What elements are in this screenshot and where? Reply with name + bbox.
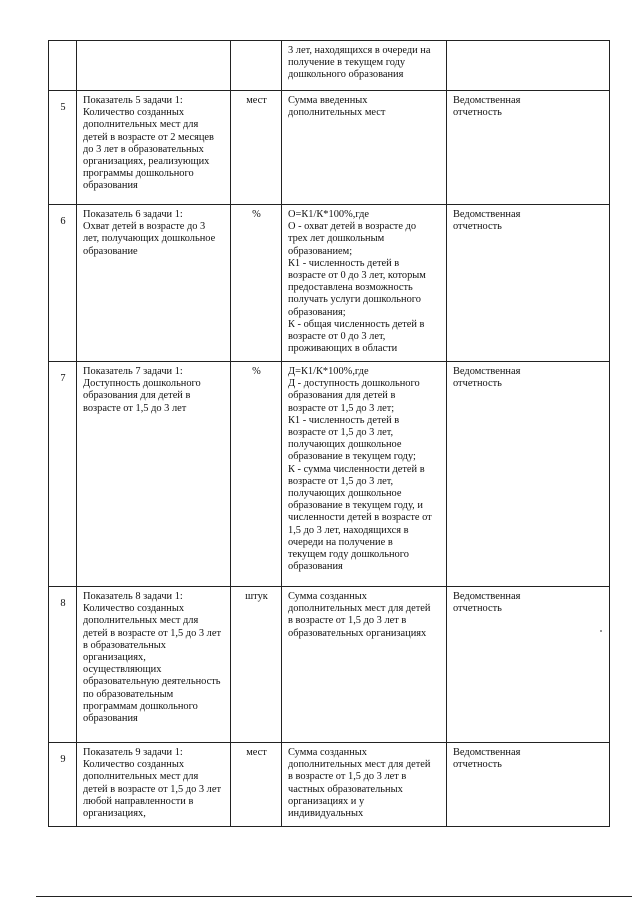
source-cell xyxy=(447,91,610,205)
method-line: получение в текущем году xyxy=(288,57,406,69)
indicator-line: организациях, xyxy=(83,652,146,664)
method-line: О - охват детей в возрасте до xyxy=(288,221,417,233)
table-row xyxy=(49,41,610,91)
unit-text: мест xyxy=(246,747,267,758)
indicator-line: дополнительных мест для xyxy=(83,615,199,627)
source-line: Ведомственная xyxy=(453,209,521,220)
method-line: частных образовательных xyxy=(288,783,403,795)
table-row xyxy=(49,587,610,743)
method-line: Д=К1/К*100%,где xyxy=(288,366,369,377)
indicator-cell xyxy=(77,91,231,205)
row-number-cell xyxy=(49,205,77,362)
method-line: численности детей в возрасте от xyxy=(288,512,432,524)
unit-text: % xyxy=(252,209,261,220)
indicators-table xyxy=(48,40,610,827)
indicator-line: любой направленности в xyxy=(83,795,194,807)
source-cell xyxy=(447,743,610,827)
method-line: образование в текущем году; xyxy=(288,451,416,463)
table-row xyxy=(49,362,610,587)
method-line: дополнительных мест для детей xyxy=(288,603,431,615)
indicator-line: детей в возрасте от 1,5 до 3 лет xyxy=(83,627,222,639)
indicator-line: Количество созданных xyxy=(83,759,185,771)
row-number-cell xyxy=(49,743,77,827)
method-cell xyxy=(282,362,447,587)
source-cell xyxy=(447,41,610,91)
indicator-line: образования xyxy=(83,180,138,192)
indicator-line: образования xyxy=(83,713,138,725)
row-number-text: 7 xyxy=(60,373,66,384)
row-number-text: 8 xyxy=(60,598,66,609)
indicator-cell xyxy=(77,743,231,827)
indicator-line: возрасте от 1,5 до 3 лет xyxy=(83,402,187,414)
indicator-line: образовательную деятельность xyxy=(83,676,221,688)
unit-cell xyxy=(231,743,282,827)
method-line: предоставлена возможность xyxy=(288,282,413,294)
method-line: возрасте от 1,5 до 3 лет, xyxy=(288,427,394,439)
method-line: возрасте от 1,5 до 3 лет, xyxy=(288,475,394,487)
row-number-text: 5 xyxy=(60,102,66,113)
indicator-line: образование xyxy=(83,245,138,257)
table-row xyxy=(49,205,610,362)
row-number-cell xyxy=(49,587,77,743)
row-number-cell xyxy=(49,41,77,91)
method-cell xyxy=(282,91,447,205)
row-number-cell xyxy=(49,91,77,205)
source-line: Ведомственная xyxy=(453,95,521,106)
indicator-line: организациях, реализующих xyxy=(83,156,210,168)
unit-cell xyxy=(231,205,282,362)
indicator-line: в образовательных xyxy=(83,639,166,651)
method-cell xyxy=(282,41,447,91)
method-line: дополнительных мест для детей xyxy=(288,759,431,771)
indicator-cell xyxy=(77,41,231,91)
source-line: Ведомственная xyxy=(453,591,521,602)
method-line: получать услуги дошкольного xyxy=(288,294,421,306)
indicator-cell xyxy=(77,205,231,362)
source-cell xyxy=(447,205,610,362)
indicator-cell xyxy=(77,362,231,587)
unit-text: % xyxy=(252,366,261,377)
method-line: очереди на получение в xyxy=(288,536,393,548)
unit-cell xyxy=(231,587,282,743)
method-line: К - общая численность детей в xyxy=(288,318,425,330)
method-cell xyxy=(282,587,447,743)
indicator-line: Показатель 7 задачи 1: xyxy=(83,366,183,377)
row-number-text: 9 xyxy=(60,754,66,765)
method-line: 1,5 до 3 лет, находящихся в xyxy=(288,524,409,536)
method-line: Сумма введенных xyxy=(288,95,368,106)
indicator-line: Показатель 8 задачи 1: xyxy=(83,591,183,602)
method-line: Сумма созданных xyxy=(288,591,367,602)
unit-cell xyxy=(231,91,282,205)
unit-cell xyxy=(231,362,282,587)
method-line: образованием; xyxy=(288,245,353,257)
method-line: дошкольного образования xyxy=(288,69,404,81)
indicator-line: Доступность дошкольного xyxy=(83,378,201,390)
row-number-cell xyxy=(49,362,77,587)
unit-cell xyxy=(231,41,282,91)
indicator-line: по образовательным xyxy=(83,688,174,700)
method-line: возрасте от 0 до 3 лет, xyxy=(288,331,386,343)
method-line: образование в текущем году, и xyxy=(288,500,423,512)
unit-text: штук xyxy=(245,591,268,602)
method-line: К1 - численность детей в xyxy=(288,414,400,426)
indicators-table-body xyxy=(49,41,610,827)
method-line: 3 лет, находящихся в очереди на xyxy=(288,45,431,56)
indicator-line: Показатель 9 задачи 1: xyxy=(83,747,183,758)
indicator-line: Охват детей в возрасте до 3 xyxy=(83,221,206,233)
method-line: образования; xyxy=(288,306,346,318)
source-line: отчетность xyxy=(453,107,502,119)
indicator-line: Количество созданных xyxy=(83,603,185,615)
indicator-line: программы дошкольного xyxy=(83,168,194,180)
method-line: образования для детей в xyxy=(288,390,396,402)
indicator-line: образования для детей в xyxy=(83,390,191,402)
method-line: О=К1/К*100%,где xyxy=(288,209,369,220)
method-line: получающих дошкольное xyxy=(288,488,402,500)
method-line: дополнительных мест xyxy=(288,107,386,119)
page-bottom-rule xyxy=(36,896,632,897)
method-line: организациях и у xyxy=(288,795,365,807)
indicator-line: детей в возрасте от 2 месяцев xyxy=(83,131,214,143)
source-line: отчетность xyxy=(453,759,502,771)
method-line: К - сумма численности детей в xyxy=(288,463,425,475)
method-line: в возрасте от 1,5 до 3 лет в xyxy=(288,771,407,783)
method-line: возрасте от 1,5 до 3 лет; xyxy=(288,402,395,414)
indicator-line: дополнительных мест для xyxy=(83,119,199,131)
indicator-line: программам дошкольного xyxy=(83,700,198,712)
source-line: Ведомственная xyxy=(453,366,521,377)
indicator-cell xyxy=(77,587,231,743)
source-cell xyxy=(447,587,610,743)
indicator-line: Количество созданных xyxy=(83,107,185,119)
method-line: образования xyxy=(288,561,343,573)
table-row xyxy=(49,91,610,205)
method-line: К1 - численность детей в xyxy=(288,257,400,269)
indicator-line: дополнительных мест для xyxy=(83,771,199,783)
indicator-line: организациях, xyxy=(83,808,146,820)
indicator-line: Показатель 6 задачи 1: xyxy=(83,209,183,220)
scan-speck xyxy=(600,630,602,632)
source-line: отчетность xyxy=(453,378,502,390)
indicator-line: лет, получающих дошкольное xyxy=(83,233,216,245)
method-line: в возрасте от 1,5 до 3 лет в xyxy=(288,615,407,627)
indicator-line: детей в возрасте от 1,5 до 3 лет xyxy=(83,783,222,795)
method-cell xyxy=(282,205,447,362)
source-line: Ведомственная xyxy=(453,747,521,758)
method-line: получающих дошкольное xyxy=(288,439,402,451)
method-cell xyxy=(282,743,447,827)
method-line: текущем году дошкольного xyxy=(288,549,409,561)
method-line: возрасте от 0 до 3 лет, которым xyxy=(288,270,426,282)
method-line: трех лет дошкольным xyxy=(288,233,385,245)
table-row xyxy=(49,743,610,827)
indicator-line: до 3 лет в образовательных xyxy=(83,143,204,155)
method-line: Д - доступность дошкольного xyxy=(288,378,420,390)
indicator-line: осуществляющих xyxy=(83,664,162,676)
method-line: образовательных организациях xyxy=(288,627,427,639)
method-line: Сумма созданных xyxy=(288,747,367,758)
method-line: проживающих в области xyxy=(288,343,398,355)
unit-text: мест xyxy=(246,95,267,106)
source-line: отчетность xyxy=(453,221,502,233)
indicator-line: Показатель 5 задачи 1: xyxy=(83,95,183,106)
source-line: отчетность xyxy=(453,603,502,615)
method-line: индивидуальных xyxy=(288,808,364,820)
source-cell xyxy=(447,362,610,587)
row-number-text: 6 xyxy=(60,216,66,227)
